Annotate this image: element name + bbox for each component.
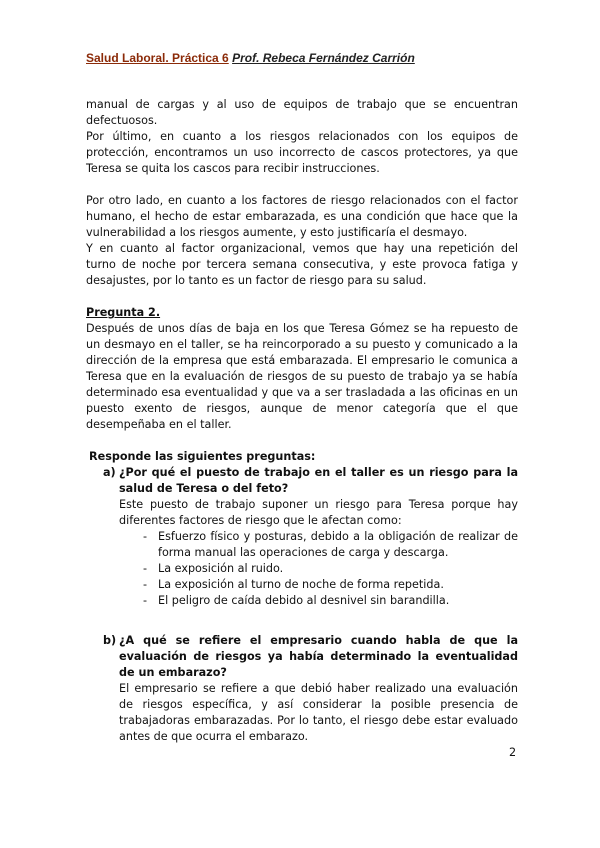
intro-paragraph-1: manual de cargas y al uso de equipos de trabajo que se encuentran defectuosos.: [86, 98, 518, 127]
intro-paragraph-3: Por otro lado, en cuanto a los factores de riesgo relacionados con el factor humano, el hecho de estar embarazada, es una condición que hace que la vulnerabilidad a los riesgos aumente, y esto justificaría el desmayo.: [86, 194, 518, 239]
list-item: - La exposición al ruido.: [143, 562, 284, 575]
answer-b-text: El empresario se refiere a que debió haber realizado una evaluación de riesgos específica, y así considerar la posible presencia de trabajadoras embarazadas. Por lo tanto, el riesgo debe estar evaluado antes de que ocurra el embarazo.: [119, 682, 518, 743]
question-b-label: b): [103, 634, 117, 647]
intro-paragraph-2: Por último, en cuanto a los riesgos relacionados con los equipos de protección, encontramos un uso incorrecto de cascos protectores, ya que Teresa se quita los cascos para recibir instrucciones.: [86, 130, 518, 175]
header-author: Prof. Rebeca Fernández Carrión: [232, 51, 415, 65]
pregunta-text: Después de unos días de baja en los que Teresa Gómez se ha repuesto de un desmayo en el taller, se ha reincorporado a su puesto y comunicado a la dirección de la empresa que está embarazada. El empresario le comunica a Teresa que en la evaluación de riesgos de su puesto de trabajo ya se había determinado esa eventualidad y que va a ser trasladada a las oficinas en un puesto exento de riesgos, aunque de menor categoría que el que desempeñaba en el taller.: [86, 322, 518, 431]
list-item: - El peligro de caída debido al desnivel sin barandilla.: [143, 594, 450, 607]
question-b-text: ¿A qué se refiere el empresario cuando habla de que la evaluación de riesgos ya había determinado la eventualidad de un embarazo?: [119, 634, 518, 679]
question-a-text: ¿Por qué el puesto de trabajo en el taller es un riesgo para la salud de Teresa o del feto?: [119, 466, 518, 495]
page-content: [86, 97, 518, 745]
list-item: - La exposición al turno de noche de forma repetida.: [143, 578, 444, 591]
responde-heading: Responde las siguientes preguntas:: [89, 450, 316, 463]
list-item: - Esfuerzo físico y posturas, debido a la obligación de realizar de forma manual las operaciones de carga y descarga.: [143, 530, 518, 559]
header-title: Salud Laboral. Práctica 6: [86, 51, 229, 65]
answer-a-list: [143, 529, 518, 609]
page-header: [86, 51, 415, 65]
question-a: [86, 465, 518, 497]
intro-paragraph-4: Y en cuanto al factor organizacional, vemos que hay una repetición del turno de noche por tercera semana consecutiva, y este provoca fatiga y desajustes, por lo tanto es un factor de riesgo para su salud.: [86, 242, 518, 287]
question-b: [86, 633, 518, 681]
page-number: 2: [509, 746, 517, 759]
question-a-label: a): [103, 466, 116, 479]
answer-a-text: Este puesto de trabajo suponer un riesgo para Teresa porque hay diferentes factores de riesgo que le afectan como:: [119, 498, 518, 527]
pregunta-heading: Pregunta 2.: [86, 306, 161, 319]
